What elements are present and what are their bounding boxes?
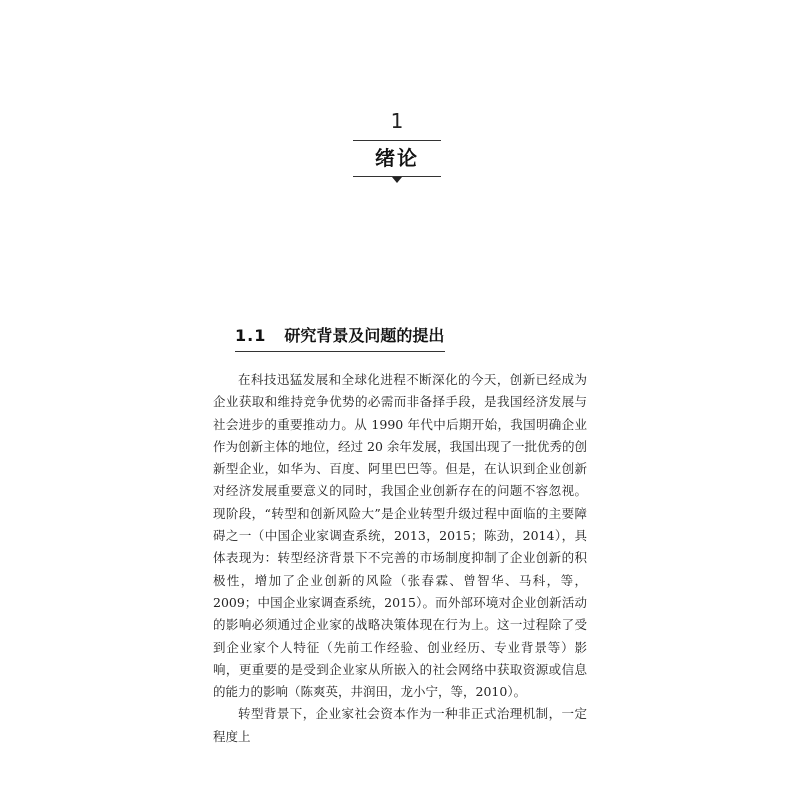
paragraph: 转型背景下，企业家社会资本作为一种非正式治理机制，一定程度上 bbox=[213, 706, 587, 744]
body-text bbox=[213, 369, 587, 748]
down-triangle-icon bbox=[392, 177, 402, 183]
chapter-title: 绪论 bbox=[375, 146, 419, 170]
section-number: 1.1 bbox=[235, 326, 267, 345]
chapter-header bbox=[353, 110, 441, 183]
section-rule bbox=[235, 351, 445, 352]
paragraph: 在科技迅猛发展和全球化进程不断深化的今天，创新已经成为企业获取和维持竞争优势的必需而非备择手段，是我国经济发展与社会进步的重要推动力。从 1990 年代中后期开始，我国明确企业作为创新主体的地位，经过 20 余年发展，我国出现了一批优秀的创新型企业，如华为、百度、阿里巴巴等。但是，在认识到企业创新对经济发展重要意义的同时，我国企业创新存在的问题不容忽视。现阶段，“转型和创新风险大”是企业转型升级过程中面临的主要障碍之一（中国企业家调查系统，2013，2015；陈劲，2014），具体表现为：转型经济背景下不完善的市场制度抑制了企业创新的积极性，增加了企业创新的风险（张春霖、曾智华、马科，等，2009；中国企业家调查系统，2015）。而外部环境对企业创新活动的影响必须通过企业家的战略决策体现在行为上。这一过程除了受到企业家个人特征（先前工作经验、创业经历、专业背景等）影响，更重要的是受到企业家从所嵌入的社会网络中获取资源或信息的能力的影响（陈爽英，井润田，龙小宁，等，2010）。 bbox=[213, 372, 587, 700]
section-heading bbox=[235, 325, 445, 352]
section-title: 研究背景及问题的提出 bbox=[284, 326, 445, 345]
chapter-number: 1 bbox=[390, 109, 404, 133]
